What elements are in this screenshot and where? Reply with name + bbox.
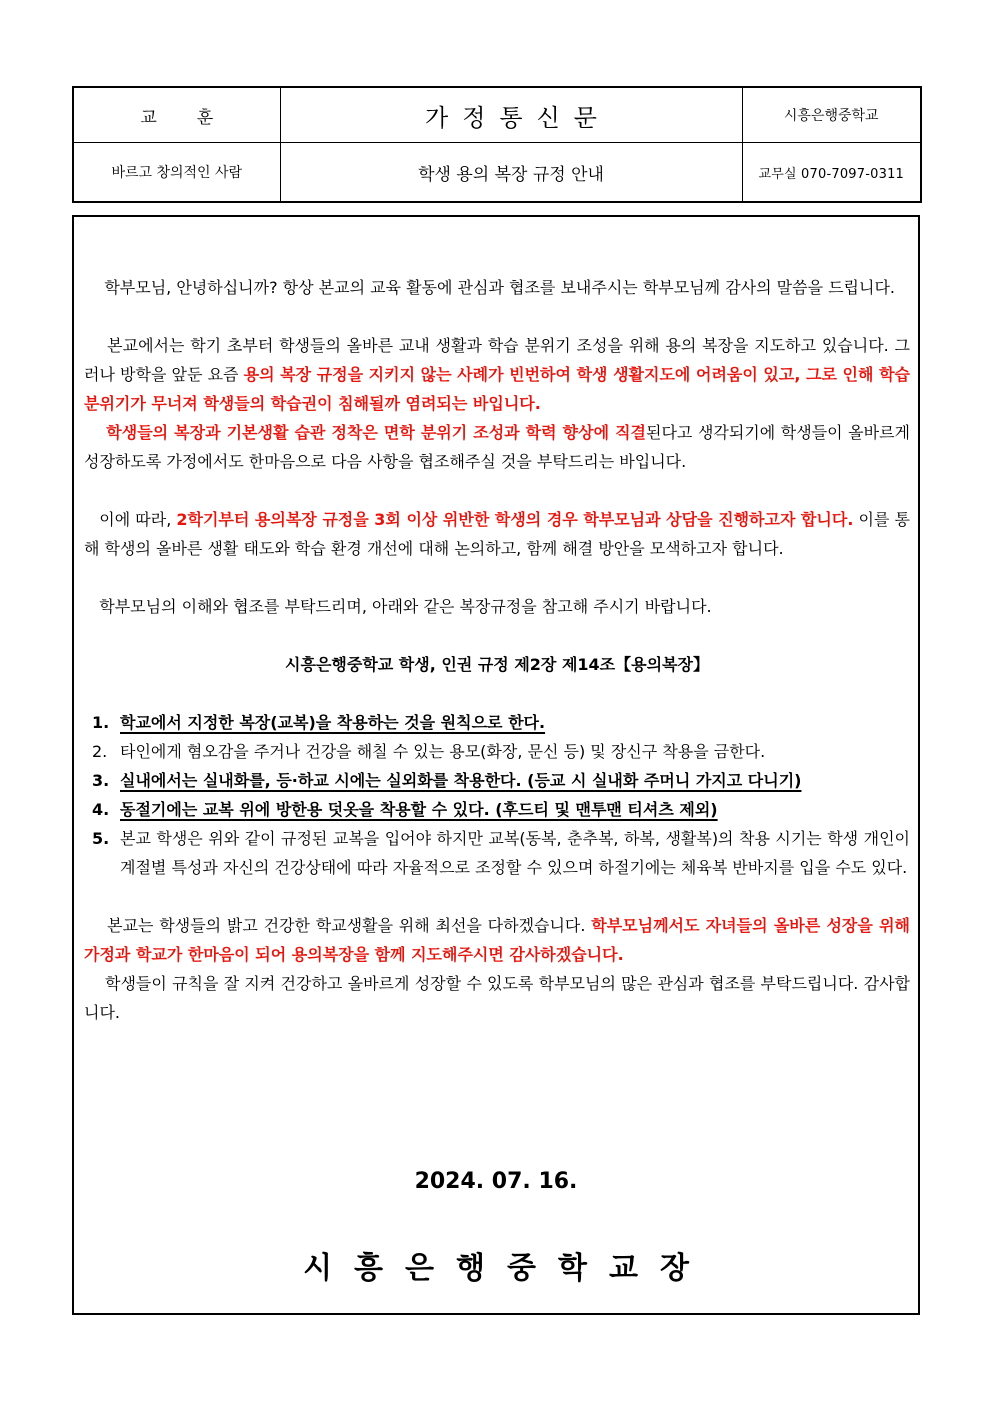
rule-number: 4. (92, 800, 110, 819)
guidance-paragraph (84, 331, 910, 476)
guidance-emphasis-2: 학생들의 복장과 기본생활 습관 정착은 면학 분위기 조성과 학력 향상에 직결 (106, 423, 646, 442)
rule-text: 본교 학생은 위와 같이 규정된 교복을 입어야 하지만 교복(동복, 춘추복, 하복, 생활복)의 착용 시기는 학생 개인이 계절별 특성과 자신의 건강상태에 따라 자율적으로 조정할 수 있으며 하절기에는 체육복 반바지를 입을 수도 있다. (120, 829, 910, 877)
document-title: 가정통신문 (280, 87, 742, 143)
rule-text: 타인에게 혐오감을 주거나 건강을 해칠 수 있는 용모(화장, 문신 등) 및 장신구 착용을 금한다. (120, 742, 766, 761)
request-paragraph (84, 592, 910, 621)
rule-item-5 (84, 824, 910, 882)
rule-item-2 (84, 737, 910, 766)
closing-paragraph (84, 969, 910, 1027)
letter-body (72, 215, 920, 1315)
rule-number: 3. (92, 771, 110, 790)
request-text: 학부모님의 이해와 협조를 부탁드리며, 아래와 같은 복장규정을 참고해 주시기 바랍니다. (99, 597, 712, 616)
rule-number: 5. (92, 829, 110, 848)
guidance-text-b: 된다고 생각되기에 학생들이 올바르게 성장하도록 가정에서도 한마음으로 다음 사항을 협조해주실 것을 부탁드리는 바입니다. (84, 423, 911, 471)
rule-item-1 (84, 708, 910, 737)
office-phone: 교무실 070-7097-0311 (742, 143, 921, 202)
consultation-emphasis: 2학기부터 용의복장 규정을 3회 이상 위반한 학생의 경우 학부모님과 상담을 진행하고자 합니다. (176, 510, 854, 529)
rule-text: 실내에서는 실내화를, 등·하교 시에는 실외화를 착용한다. (등교 시 실내화 주머니 가지고 다니기) (120, 771, 802, 790)
rule-text: 학교에서 지정한 복장(교복)을 착용하는 것을 원칙으로 한다. (120, 713, 546, 732)
commitment-paragraph (84, 911, 910, 969)
clause-title: 시흥은행중학교 학생, 인권 규정 제2장 제14조【용의복장】 (285, 655, 709, 674)
guidance-text-a: 본교에서는 학기 초부터 학생들의 올바른 교내 생활과 학습 분위기 조성을 위해 용의 복장을 지도하고 있습니다. 그러나 방학을 앞둔 요즘 (84, 336, 911, 384)
motto-label: 교훈 (73, 87, 280, 143)
consultation-text-a: 이에 따라, (99, 510, 177, 529)
school-name: 시흥은행중학교 (742, 87, 921, 143)
issue-date: 2024. 07. 16. (414, 1169, 578, 1194)
school-motto: 바르고 창의적인 사람 (73, 143, 280, 202)
greeting-paragraph (84, 273, 910, 302)
rule-text: 동절기에는 교복 위에 방한용 덧옷을 착용할 수 있다. (후드티 및 맨투맨 티셔츠 제외) (120, 800, 718, 819)
closing-text: 학생들이 규칙을 잘 지켜 건강하고 올바르게 성장할 수 있도록 학부모님의 많은 관심과 협조를 부탁드립니다. 감사합니다. (84, 974, 910, 1022)
consultation-paragraph (84, 505, 910, 563)
rule-item-4 (84, 795, 910, 824)
greeting-text: 학부모님, 안녕하십니까? 항상 본교의 교육 활동에 관심과 협조를 보내주시는 학부모님께 감사의 말씀을 드립니다. (104, 278, 896, 297)
commitment-emphasis: 학부모님께서도 자녀들의 올바른 성장을 위해 가정과 학교가 한마음이 되어 용의복장을 함께 지도해주시면 감사하겠습니다. (84, 916, 911, 964)
rule-number: 2. (92, 742, 108, 761)
consultation-text-b: 이를 통해 학생의 올바른 생활 태도와 학습 환경 개선에 대해 논의하고, 함께 해결 방안을 모색하고자 합니다. (84, 510, 910, 558)
letter-content (84, 273, 910, 1027)
notice-subject: 학생 용의 복장 규정 안내 (280, 143, 742, 202)
commitment-text: 본교는 학생들의 밝고 건강한 학교생활을 위해 최선을 다하겠습니다. (107, 916, 592, 935)
guidance-emphasis-1: 용의 복장 규정을 지키지 않는 사례가 빈번하여 학생 생활지도에 어려움이 있고, 그로 인해 학습 분위기가 무너져 학생들의 학습권이 침해될까 염려되는 바입니다. (84, 365, 910, 413)
principal-signature: 시흥은행중학교장 (303, 1251, 711, 1286)
rule-number: 1. (92, 713, 110, 732)
header-table (72, 86, 922, 203)
rule-item-3 (84, 766, 910, 795)
